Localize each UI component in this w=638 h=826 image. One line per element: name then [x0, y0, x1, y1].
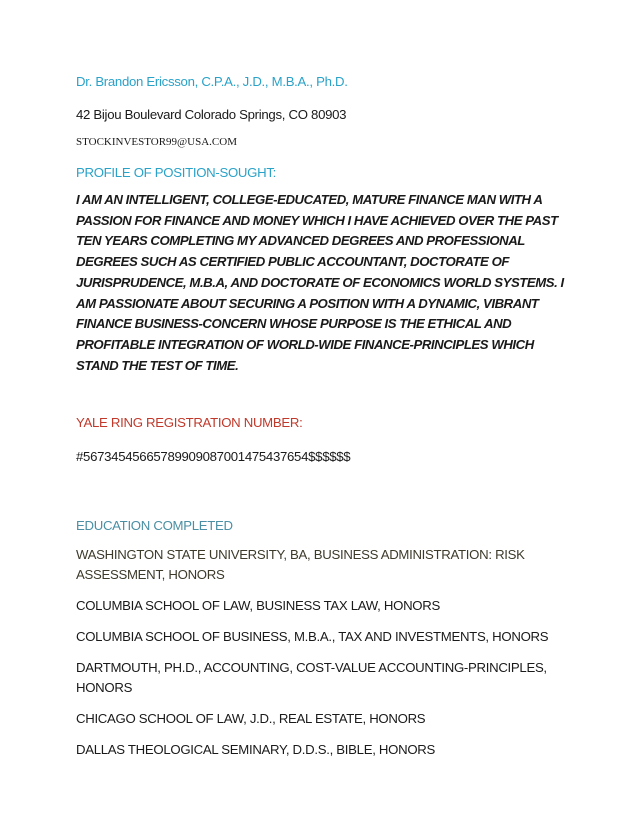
education-item: COLUMBIA SCHOOL OF BUSINESS, M.B.A., TAX AND INVESTMENTS, HONORS — [76, 628, 549, 644]
education-item: CHICAGO SCHOOL OF LAW, J.D., REAL ESTATE, HONORS — [76, 710, 426, 726]
candidate-name: Dr. Brandon Ericsson, C.P.A., J.D., M.B.A., Ph.D. — [76, 74, 348, 89]
candidate-email: STOCKINVESTOR99@USA.COM — [76, 136, 237, 148]
education-item: DALLAS THEOLOGICAL SEMINARY, D.D.S., BIBLE, HONORS — [76, 741, 436, 757]
profile-text: I AM AN INTELLIGENT, COLLEGE-EDUCATED, MATURE FINANCE MAN WITH A PASSION FOR FINANCE AND MONEY WHICH I HAVE ACHIEVED OVER THE PAST TEN YEARS COMPLETING MY ADVANCED DEGREES AND PROFESSIONAL DEGREES SUCH AS CERTIFIED PUBLIC ACCOUNTANT, DOCTORATE OF JURISPRUDENCE, M.B.A, AND DOCTORATE OF ECONOMICS WORLD SYSTEMS. I AM PASSIONATE ABOUT SECURING A POSITION WITH A DYNAMIC, VIBRANT FINANCE BUSINESS-CONCERN WHOSE PURPOSE IS THE ETHICAL AND PROFITABLE INTEGRATION OF WORLD-WIDE FINANCE-PRINCIPLES WHICH STAND THE TEST OF TIME. — [76, 192, 564, 373]
yale-ring-heading: YALE RING REGISTRATION NUMBER: — [76, 415, 303, 431]
yale-ring-number: #56734545665789909087001475437654$$$$$$ — [76, 448, 351, 464]
education-heading: EDUCATION COMPLETED — [76, 517, 233, 533]
education-item: COLUMBIA SCHOOL OF LAW, BUSINESS TAX LAW, HONORS — [76, 597, 440, 613]
resume-content — [76, 70, 576, 771]
education-list — [76, 545, 576, 760]
candidate-address: 42 Bijou Boulevard Colorado Springs, CO 80903 — [76, 107, 347, 122]
education-item: WASHINGTON STATE UNIVERSITY, BA, BUSINESS ADMINISTRATION: RISK ASSESSMENT, HONORS — [76, 546, 525, 582]
profile-heading: PROFILE OF POSITION-SOUGHT: — [76, 165, 276, 180]
education-item: DARTMOUTH, PH.D., ACCOUNTING, COST-VALUE ACCOUNTING-PRINCIPLES, HONORS — [76, 659, 547, 695]
